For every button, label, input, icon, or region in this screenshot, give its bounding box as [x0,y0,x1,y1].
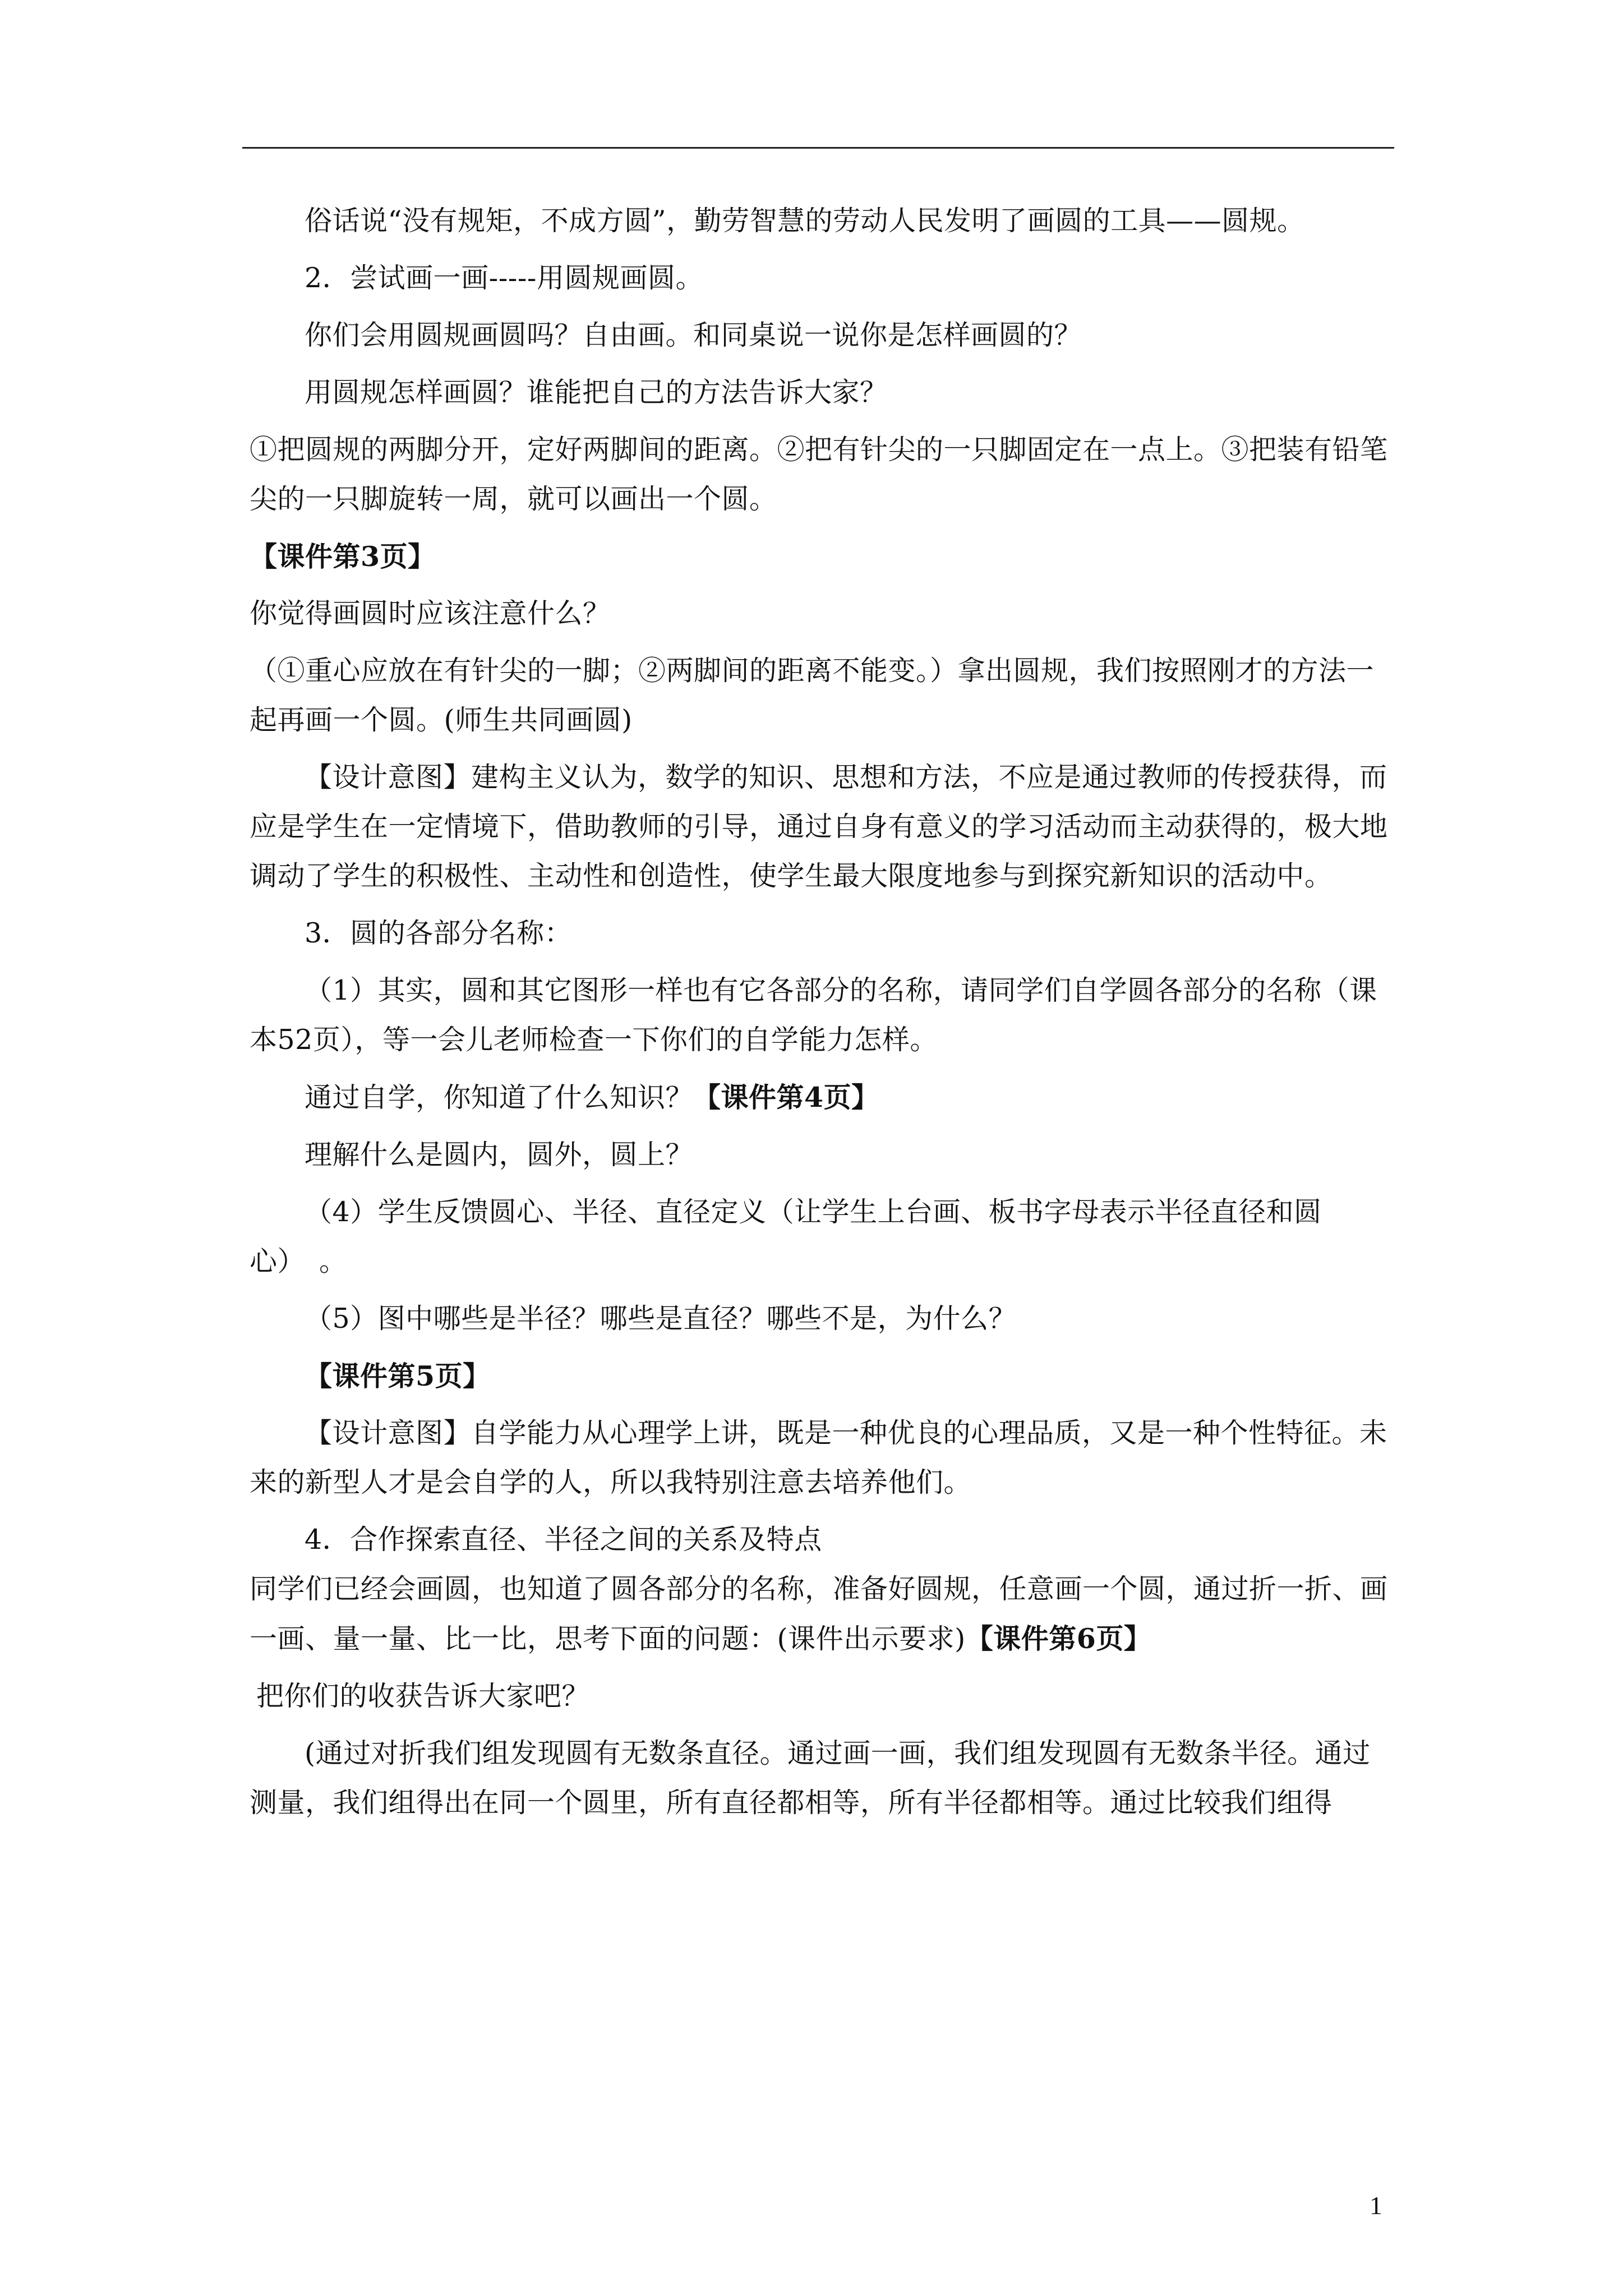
paragraph-12 [250,1073,1394,1122]
page-body [250,196,1394,1828]
page-number: 1 [1370,2191,1382,2220]
courseware-page-6-label: 【课件第6页】 [965,1622,1152,1655]
paragraph-21: (通过对折我们组发现圆有无数条直径。通过画一画，我们组发现圆有无数条半径。通过测量，我们组得出在同一个圆里，所有直径都相等，所有半径都相等。通过比较我们组得 [250,1737,1371,1819]
paragraph-13: 理解什么是圆内，圆外，圆上？ [305,1139,694,1171]
paragraph-5: ①把圆规的两脚分开，定好两脚间的距离。②把有针尖的一只脚固定在一点上。③把装有铅笔尖的一只脚旋转一周，就可以画出一个圆。 [250,434,1388,515]
header-rule [242,147,1394,149]
paragraph-10: 3．圆的各部分名称： [305,917,573,949]
paragraph-4: 用圆规怎样画圆？谁能把自己的方法告诉大家？ [305,376,888,408]
paragraph-19 [250,1565,1394,1664]
design-intent-1 [250,753,1394,901]
paragraph-1: 俗话说“没有规矩，不成方圆”，勤劳智慧的劳动人民发明了画圆的工具——圆规。 [305,205,1305,237]
paragraph-3: 你们会用圆规画圆吗？自由画。和同桌说一说你是怎样画圆的？ [305,319,1082,351]
paragraph-14: （4）学生反馈圆心、半径、直径定义（让学生上台画、板书字母表示半径直径和圆心） 。 [250,1196,1322,1277]
design-intent-text: 建构主义认为，数学的知识、思想和方法，不应是通过教师的传授获得，而应是学生在一定情境下，借助教师的引导，通过自身有意义的学习活动而主动获得的，极大地调动了学生的积极性、主动性和创造性，使学生最大限度地参与到探究新知识的活动中。 [250,761,1388,892]
paragraph-7: 你觉得画圆时应该注意什么？ [250,597,611,629]
paragraph-2: 2．尝试画一画-----用圆规画圆。 [305,262,703,294]
design-intent-label-2: 【设计意图】 [305,1417,472,1449]
design-intent-text-2: 自学能力从心理学上讲，既是一种优良的心理品质，又是一种个性特征。未来的新型人才是会自学的人，所以我特别注意去培养他们。 [250,1417,1387,1498]
paragraph-15: （5）图中哪些是半径？哪些是直径？哪些不是，为什么？ [305,1303,1017,1335]
paragraph-18: 4．合作探索直径、半径之间的关系及特点 [305,1524,822,1556]
courseware-page-5-label: 【课件第5页】 [305,1360,491,1392]
paragraph-20: 把你们的收获告诉大家吧？ [256,1680,590,1712]
courseware-page-3-label: 【课件第3页】 [250,540,436,573]
paragraph-12-text: 通过自学，你知道了什么知识？ [305,1082,694,1114]
courseware-page-4-label: 【课件第4页】 [693,1081,879,1114]
paragraph-8: （①重心应放在有针尖的一脚；②两脚间的距离不能变。）拿出圆规，我们按照刚才的方法一起再画一个圆。(师生共同画圆) [250,655,1375,736]
paragraph-19-text: 同学们已经会画圆，也知道了圆各部分的名称，准备好圆规，任意画一个圆，通过折一折、画一画、量一量、比一比，思考下面的问题：(课件出示要求) [250,1573,1388,1655]
design-intent-label: 【设计意图】 [305,761,472,793]
design-intent-2 [250,1409,1394,1507]
paragraph-11: （1）其实，圆和其它图形一样也有它各部分的名称，请同学们自学圆各部分的名称（课本52页），等一会儿老师检查一下你们的自学能力怎样。 [250,974,1377,1056]
